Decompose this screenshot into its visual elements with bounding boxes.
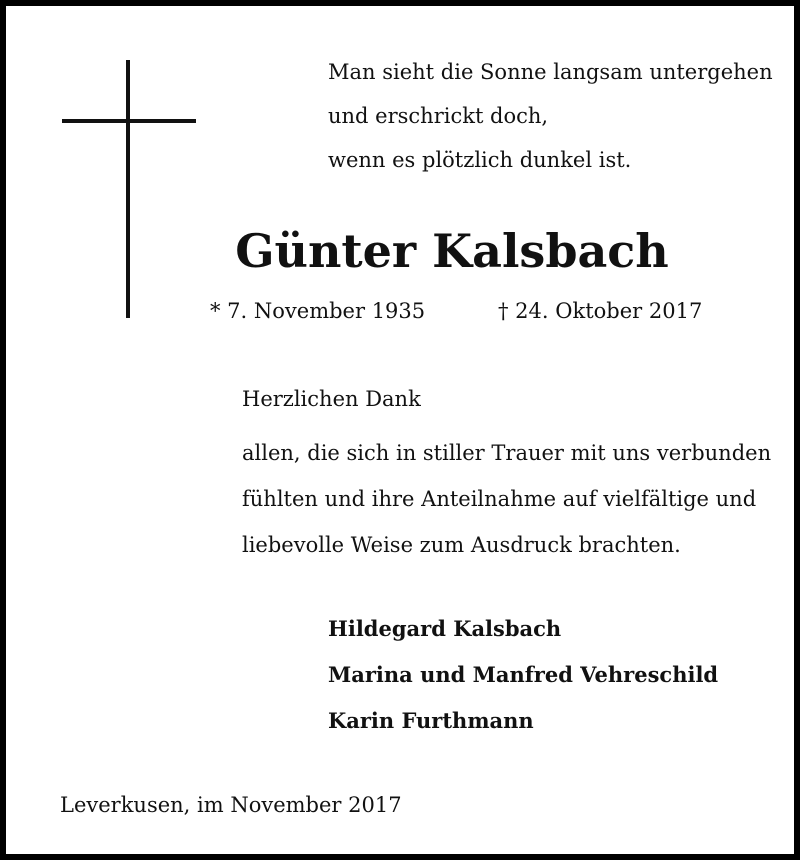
thanks-line: allen, die sich in stiller Trauer mit uns verbunden bbox=[242, 441, 772, 465]
verse bbox=[328, 50, 773, 182]
thanks-line: fühlten und ihre Anteilnahme auf vielfältige und bbox=[242, 487, 757, 511]
death-date: † 24. Oktober 2017 bbox=[498, 299, 703, 323]
signer: Karin Furthmann bbox=[328, 708, 534, 733]
signer: Marina und Manfred Vehreschild bbox=[328, 662, 719, 687]
cross-horizontal-bar bbox=[62, 119, 196, 123]
signer: Hildegard Kalsbach bbox=[328, 616, 562, 641]
thanks-message bbox=[242, 430, 771, 568]
thanks-line: liebevolle Weise zum Ausdruck brachten. bbox=[242, 533, 681, 557]
birth-date: * 7. November 1935 bbox=[210, 299, 426, 323]
verse-line: wenn es plötzlich dunkel ist. bbox=[328, 148, 632, 172]
verse-line: Man sieht die Sonne langsam untergehen bbox=[328, 60, 773, 84]
verse-line: und erschrickt doch, bbox=[328, 104, 549, 128]
deceased-name: Günter Kalsbach bbox=[235, 224, 669, 278]
signers bbox=[328, 606, 718, 744]
place-and-date: Leverkusen, im November 2017 bbox=[60, 793, 402, 817]
thanks-title: Herzlichen Dank bbox=[242, 387, 421, 411]
